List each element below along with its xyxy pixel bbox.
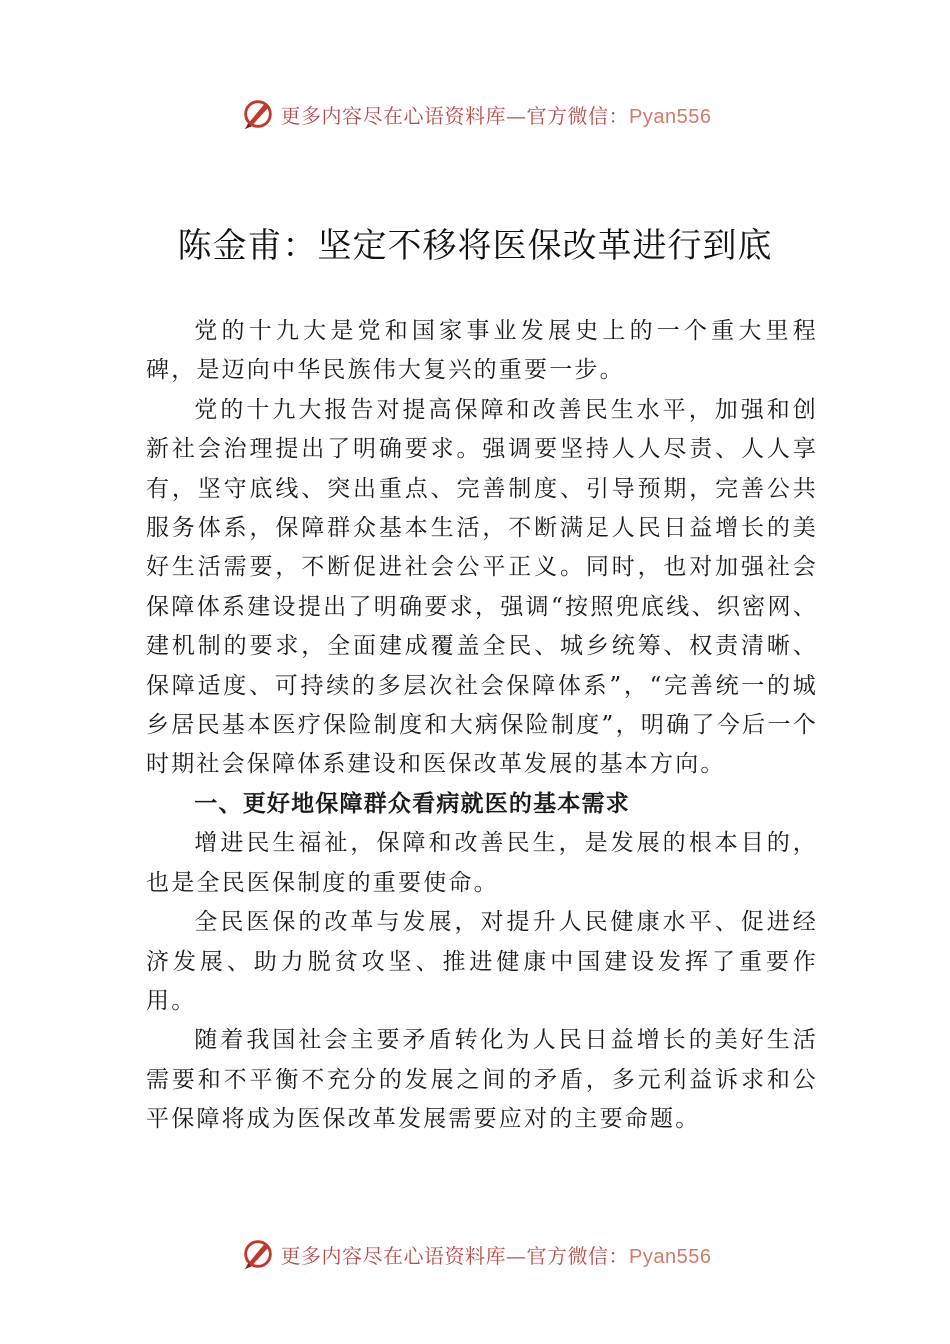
banner-label: 官方微信： — [526, 1243, 630, 1268]
banner-dash: — — [506, 1243, 527, 1268]
footer-watermark-banner — [0, 1232, 950, 1276]
banner-label: 官方微信： — [526, 103, 630, 128]
section-paragraph: 增进民生福祉，保障和改善民生，是发展的根本目的，也是全民医保制度的重要使命。 — [146, 830, 818, 896]
pen-logo-icon — [239, 1235, 277, 1273]
document-body — [146, 312, 818, 1140]
body-paragraph: 党的十九大是党和国家事业发展史上的一个重大里程碑，是迈向中华民族伟大复兴的重要一步。 — [146, 318, 818, 384]
header-watermark-banner — [0, 92, 950, 136]
banner-text — [281, 1240, 712, 1269]
document-title: 陈金甫：坚定不移将医保改革进行到底 — [177, 226, 773, 266]
pen-logo-icon — [239, 95, 277, 133]
banner-main-text: 更多内容尽在心语资料库 — [280, 1243, 507, 1268]
banner-main-text: 更多内容尽在心语资料库 — [280, 103, 507, 128]
body-paragraph: 党的十九大报告对提高保障和改善民生水平，加强和创新社会治理提出了明确要求。强调要坚持人人尽责、人人享有，坚守底线、突出重点、完善制度、引导预期，完善公共服务体系，保障群众基本生活，不断满足人民日益增长的美好生活需要，不断促进社会公平正义。同时，也对加强社会保障体系建设提出了明确要求，强调“按照兜底线、织密网、建机制的要求，全面建成覆盖全民、城乡统筹、权责清晰、保障适度、可持续的多层次社会保障体系”，“完善统一的城乡居民基本医疗保险制度和大病保险制度”，明确了今后一个时期社会保障体系建设和医保改革发展的基本方向。 — [146, 396, 818, 778]
banner-dash: — — [506, 103, 527, 128]
banner-text — [281, 100, 712, 129]
banner-wechat-id: Pyan556 — [629, 105, 712, 128]
section-paragraph: 全民医保的改革与发展，对提升人民健康水平、促进经济发展、助力脱贫攻坚、推进健康中国建设发挥了重要作用。 — [146, 909, 818, 1014]
banner-wechat-id: Pyan556 — [629, 1245, 712, 1268]
section-heading: 一、更好地保障群众看病就医的基本需求 — [194, 790, 630, 817]
section-paragraph: 随着我国社会主要矛盾转化为人民日益增长的美好生活需要和不平衡不充分的发展之间的矛盾，多元利益诉求和公平保障将成为医保改革发展需要应对的主要命题。 — [146, 1027, 818, 1133]
